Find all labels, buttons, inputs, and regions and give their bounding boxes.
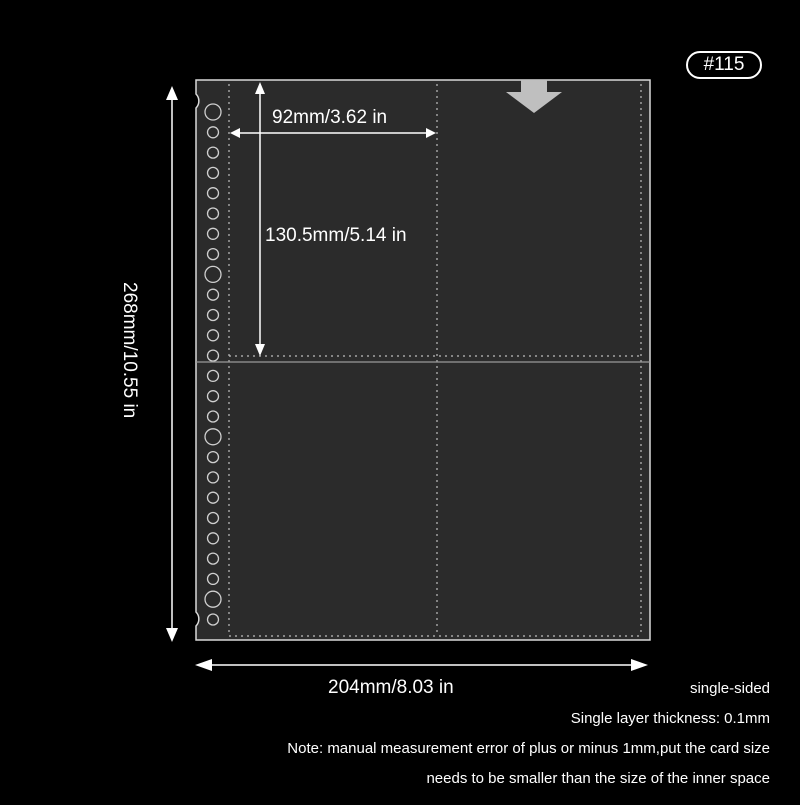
error-note: Note: manual measurement error of plus or minus 1mm,put the card size	[287, 740, 770, 757]
thickness-note: Single layer thickness: 0.1mm	[570, 710, 770, 727]
pocket-height-label: 130.5mm/5.14 in	[265, 225, 407, 246]
pocket-width-label: 92mm/3.62 in	[272, 107, 388, 128]
model-number-badge: #115	[686, 51, 762, 79]
total-width-label: 204mm/8.03 in	[328, 677, 454, 698]
total-height-arrow	[166, 86, 178, 642]
total-width-arrow	[195, 659, 648, 671]
error-note-continued: needs to be smaller than the size of the inner space	[426, 770, 770, 787]
total-height-label: 268mm/10.55 in	[119, 282, 140, 419]
sleeve-sheet	[196, 80, 650, 640]
sided-note: single-sided	[689, 680, 770, 697]
